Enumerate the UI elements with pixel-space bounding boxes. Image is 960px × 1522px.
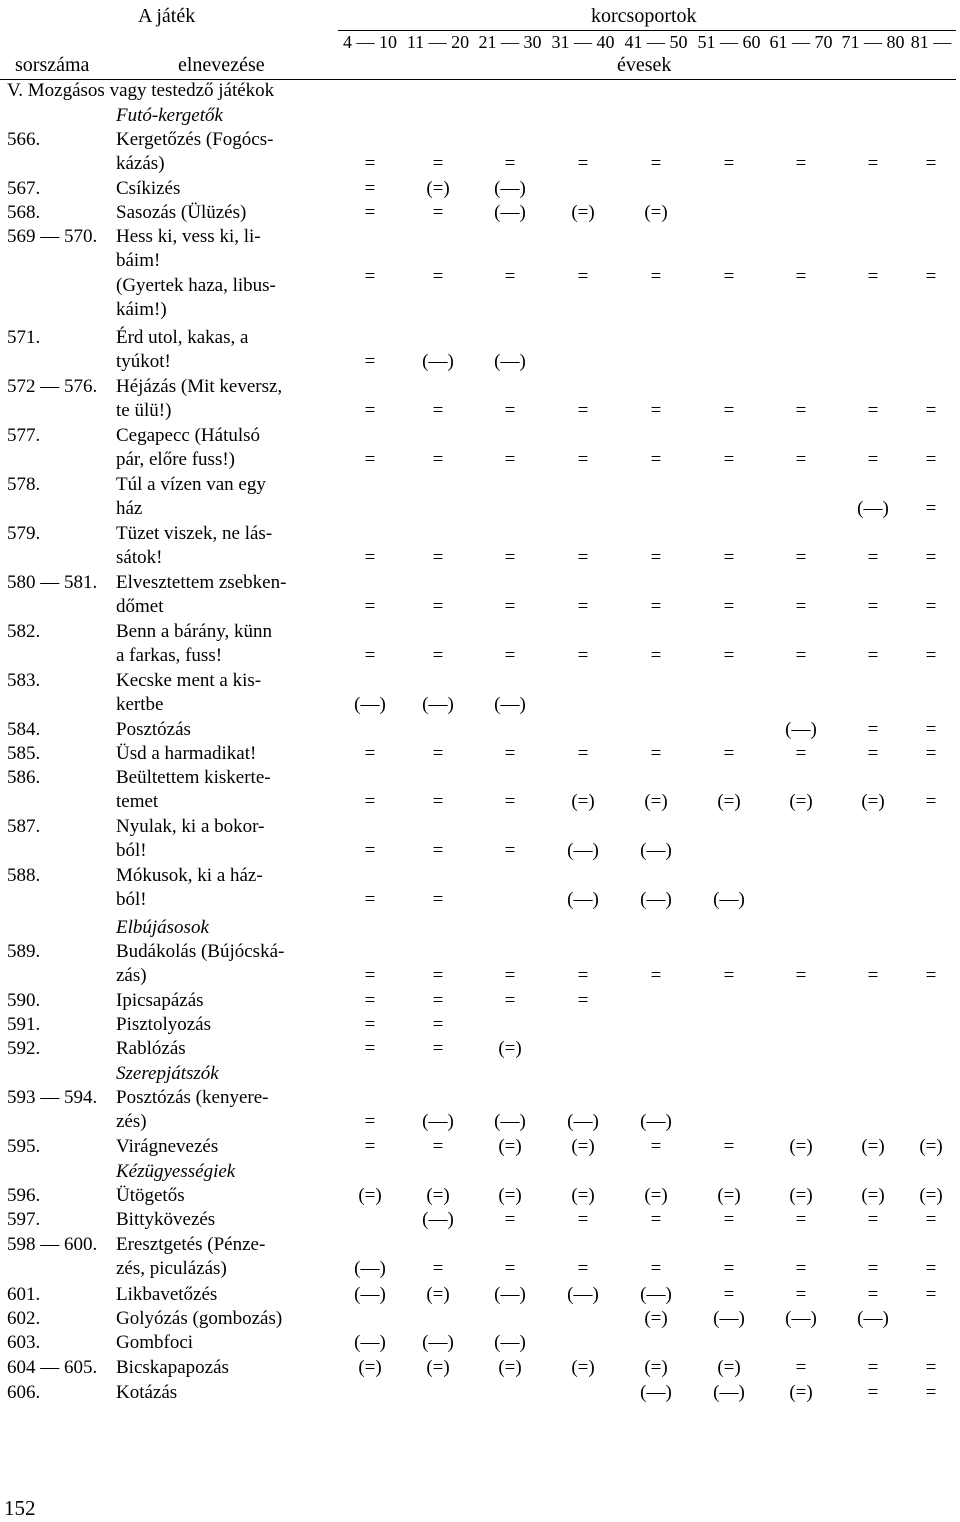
- age-group-value: (=): [358, 1185, 382, 1206]
- age-group-value: =: [432, 266, 444, 287]
- age-group-value: =: [925, 1209, 937, 1230]
- age-group-value: =: [867, 1284, 879, 1305]
- age-group-value: =: [504, 153, 516, 174]
- age-group-value: (=): [426, 178, 450, 199]
- age-group-value: =: [432, 840, 444, 861]
- age-group-value: =: [577, 400, 589, 421]
- age-group-value: (—): [640, 840, 672, 861]
- age-group-value: =: [504, 791, 516, 812]
- game-name-line: Ütögetős: [116, 1185, 185, 1206]
- game-name-line: Bittykövezés: [116, 1209, 216, 1230]
- age-group-value: (—): [640, 1382, 672, 1403]
- age-group-value: =: [364, 1136, 376, 1157]
- age-group-header: 81 —: [910, 32, 952, 52]
- age-group-value: (—): [713, 1308, 745, 1329]
- age-group-value: (=): [571, 1136, 595, 1157]
- age-group-value: (=): [861, 791, 885, 812]
- header-elnevezese: elnevezése: [178, 54, 265, 76]
- age-group-value: (—): [494, 1284, 526, 1305]
- age-group-value: =: [925, 153, 937, 174]
- subsection-elbujasosok: Elbújásosok: [116, 917, 209, 938]
- game-number: 595.: [7, 1136, 41, 1157]
- age-group-value: =: [795, 1209, 807, 1230]
- age-group-value: =: [364, 1014, 376, 1035]
- age-group-value: =: [795, 1357, 807, 1378]
- age-group-value: =: [432, 449, 444, 470]
- game-number: 579.: [7, 523, 41, 544]
- age-group-value: (—): [422, 1111, 454, 1132]
- age-group-value: =: [650, 743, 662, 764]
- game-name-line: Érd utol, kakas, a: [116, 327, 249, 348]
- game-name-line: Benn a bárány, künn: [116, 621, 272, 642]
- age-group-value: (=): [571, 1185, 595, 1206]
- age-group-value: (—): [567, 1111, 599, 1132]
- age-group-value: =: [364, 202, 376, 223]
- age-group-value: (=): [498, 1038, 522, 1059]
- age-group-value: (=): [789, 1185, 813, 1206]
- age-group-value: =: [650, 266, 662, 287]
- age-group-value: (=): [717, 1185, 741, 1206]
- game-name-line: ból!: [116, 840, 147, 861]
- age-group-value: (—): [354, 1258, 386, 1279]
- age-group-value: =: [504, 645, 516, 666]
- game-number: 589.: [7, 941, 41, 962]
- game-name-line: ház: [116, 498, 143, 519]
- age-group-value: =: [925, 743, 937, 764]
- age-group-value: =: [577, 1209, 589, 1230]
- age-group-value: (—): [494, 1332, 526, 1353]
- age-group-value: (=): [498, 1136, 522, 1157]
- age-group-value: =: [504, 266, 516, 287]
- age-group-value: (—): [494, 202, 526, 223]
- age-group-value: =: [504, 596, 516, 617]
- age-group-value: =: [925, 719, 937, 740]
- age-group-value: (—): [494, 351, 526, 372]
- age-group-value: =: [867, 1382, 879, 1403]
- age-group-value: (=): [644, 1308, 668, 1329]
- age-group-value: =: [577, 1258, 589, 1279]
- age-group-value: =: [364, 743, 376, 764]
- game-name-line: Elvesztettem zsebken-: [116, 572, 287, 593]
- age-group-value: (—): [422, 1332, 454, 1353]
- age-group-value: =: [925, 547, 937, 568]
- game-name-line: kertbe: [116, 694, 164, 715]
- age-group-header: 71 — 80: [841, 32, 905, 52]
- age-group-value: =: [723, 645, 735, 666]
- age-group-value: =: [364, 178, 376, 199]
- game-number: 586.: [7, 767, 41, 788]
- game-number: 567.: [7, 178, 41, 199]
- age-group-value: =: [432, 965, 444, 986]
- age-group-value: (=): [789, 1136, 813, 1157]
- age-group-value: =: [432, 743, 444, 764]
- game-number: 577.: [7, 425, 41, 446]
- age-group-value: =: [577, 153, 589, 174]
- age-group-value: =: [577, 266, 589, 287]
- age-group-value: =: [364, 596, 376, 617]
- age-group-value: (—): [354, 694, 386, 715]
- game-name-line: ból!: [116, 889, 147, 910]
- age-group-value: =: [504, 547, 516, 568]
- age-group-value: =: [364, 351, 376, 372]
- age-group-value: =: [867, 965, 879, 986]
- age-group-value: =: [723, 547, 735, 568]
- age-group-value: =: [795, 1258, 807, 1279]
- age-group-value: =: [795, 596, 807, 617]
- game-number: 592.: [7, 1038, 41, 1059]
- age-group-value: (—): [422, 351, 454, 372]
- age-group-value: =: [867, 743, 879, 764]
- age-group-value: =: [364, 791, 376, 812]
- age-group-value: =: [925, 645, 937, 666]
- game-name-line: Posztózás (kenyere-: [116, 1087, 269, 1108]
- age-group-value: =: [795, 266, 807, 287]
- subsection-futo-kergetok: Futó-kergetők: [116, 105, 223, 126]
- age-group-value: (—): [857, 498, 889, 519]
- age-group-value: =: [364, 153, 376, 174]
- age-group-value: =: [504, 1209, 516, 1230]
- age-group-value: (—): [422, 694, 454, 715]
- age-group-value: =: [504, 965, 516, 986]
- age-group-value: (=): [571, 202, 595, 223]
- game-name-line: Eresztgetés (Pénze-: [116, 1234, 266, 1255]
- age-group-header: 11 — 20: [406, 32, 470, 52]
- age-group-value: =: [650, 596, 662, 617]
- game-name-line: zés): [116, 1111, 147, 1132]
- game-name-line: temet: [116, 791, 159, 812]
- age-group-value: (=): [644, 202, 668, 223]
- age-group-value: =: [795, 1284, 807, 1305]
- age-group-value: =: [795, 153, 807, 174]
- age-group-value: =: [723, 743, 735, 764]
- age-group-value: =: [432, 791, 444, 812]
- header-korcsoportok: korcsoportok: [591, 5, 697, 27]
- header-sorszama: sorszáma: [15, 54, 90, 76]
- age-group-value: =: [795, 400, 807, 421]
- game-number: 588.: [7, 865, 41, 886]
- age-group-value: =: [795, 965, 807, 986]
- age-group-value: =: [432, 1136, 444, 1157]
- age-group-value: =: [925, 1284, 937, 1305]
- age-group-value: =: [723, 1136, 735, 1157]
- game-number: 596.: [7, 1185, 41, 1206]
- age-group-value: =: [867, 719, 879, 740]
- age-group-header: 21 — 30: [478, 32, 542, 52]
- age-group-value: =: [795, 449, 807, 470]
- game-name-line: Hess ki, vess ki, li-: [116, 226, 261, 247]
- age-group-value: (—): [713, 1382, 745, 1403]
- game-number: 593 — 594.: [7, 1087, 98, 1108]
- age-group-value: =: [432, 1014, 444, 1035]
- age-group-value: =: [364, 990, 376, 1011]
- age-group-value: (=): [498, 1185, 522, 1206]
- age-group-value: =: [364, 965, 376, 986]
- age-group-value: (—): [494, 1111, 526, 1132]
- game-name-line: zés, piculázás): [116, 1258, 227, 1279]
- age-group-value: (=): [861, 1185, 885, 1206]
- age-group-value: =: [577, 965, 589, 986]
- age-group-header: 31 — 40: [551, 32, 615, 52]
- age-group-value: =: [432, 153, 444, 174]
- age-group-value: =: [504, 1258, 516, 1279]
- age-group-value: =: [650, 965, 662, 986]
- age-group-value: =: [504, 990, 516, 1011]
- age-group-value: =: [867, 1258, 879, 1279]
- game-name-line: Üsd a harmadikat!: [116, 743, 257, 764]
- age-group-value: =: [925, 400, 937, 421]
- age-group-value: =: [650, 1209, 662, 1230]
- age-group-value: =: [723, 400, 735, 421]
- age-group-value: =: [925, 1357, 937, 1378]
- age-group-value: =: [650, 153, 662, 174]
- game-name-line: (Gyertek haza, libus-: [116, 275, 276, 296]
- age-group-value: =: [364, 547, 376, 568]
- age-group-value: (—): [354, 1284, 386, 1305]
- age-group-value: (=): [426, 1357, 450, 1378]
- age-group-value: =: [723, 1258, 735, 1279]
- game-number: 603.: [7, 1332, 41, 1353]
- age-group-value: =: [795, 547, 807, 568]
- game-name-line: sátok!: [116, 547, 163, 568]
- game-name-line: Kergetőzés (Fogócs-: [116, 129, 274, 150]
- age-group-value: =: [504, 449, 516, 470]
- age-group-value: =: [867, 400, 879, 421]
- game-number: 572 — 576.: [7, 376, 98, 397]
- game-name-line: Rablózás: [116, 1038, 186, 1059]
- age-group-value: =: [432, 400, 444, 421]
- age-group-value: (—): [567, 840, 599, 861]
- age-group-value: =: [723, 1209, 735, 1230]
- game-name-line: Budákolás (Bújócská-: [116, 941, 285, 962]
- age-group-value: =: [364, 645, 376, 666]
- age-group-value: =: [432, 990, 444, 1011]
- game-name-line: Tüzet viszek, ne lás-: [116, 523, 273, 544]
- age-group-value: (=): [571, 791, 595, 812]
- game-number: 597.: [7, 1209, 41, 1230]
- age-group-value: (—): [640, 889, 672, 910]
- game-name-line: Ipicsapázás: [116, 990, 204, 1011]
- age-group-value: =: [364, 449, 376, 470]
- age-group-value: (=): [644, 791, 668, 812]
- game-number: 568.: [7, 202, 41, 223]
- age-group-header: 61 — 70: [769, 32, 833, 52]
- age-group-value: (=): [717, 791, 741, 812]
- game-name-line: Sasozás (Ülüzés): [116, 202, 247, 223]
- game-number: 578.: [7, 474, 41, 495]
- age-group-value: =: [432, 547, 444, 568]
- game-name-line: Golyózás (gombozás): [116, 1308, 283, 1329]
- game-name-line: te ülü!): [116, 400, 172, 421]
- age-group-value: =: [867, 449, 879, 470]
- game-name-line: Kecske ment a kis-: [116, 670, 262, 691]
- game-name-line: pár, előre fuss!): [116, 449, 235, 470]
- age-group-value: (—): [567, 889, 599, 910]
- age-group-value: =: [867, 153, 879, 174]
- game-name-line: a farkas, fuss!: [116, 645, 223, 666]
- game-number: 583.: [7, 670, 41, 691]
- age-group-value: (=): [919, 1136, 943, 1157]
- age-group-value: =: [432, 596, 444, 617]
- game-name-line: Héjázás (Mit keversz,: [116, 376, 283, 397]
- age-group-value: =: [577, 547, 589, 568]
- age-group-value: =: [650, 1258, 662, 1279]
- age-group-value: =: [925, 596, 937, 617]
- age-group-value: =: [432, 1258, 444, 1279]
- age-group-value: =: [432, 889, 444, 910]
- game-number: 566.: [7, 129, 41, 150]
- age-group-value: =: [577, 990, 589, 1011]
- age-group-value: (=): [498, 1357, 522, 1378]
- game-number: 598 — 600.: [7, 1234, 98, 1255]
- subsection-szerepjatszok: Szerepjátszók: [116, 1063, 219, 1084]
- age-group-value: =: [867, 645, 879, 666]
- age-group-value: =: [364, 1038, 376, 1059]
- age-group-value: =: [925, 965, 937, 986]
- game-name-line: Mókusok, ki a ház-: [116, 865, 263, 886]
- game-number: 571.: [7, 327, 41, 348]
- age-group-value: =: [925, 498, 937, 519]
- game-number: 582.: [7, 621, 41, 642]
- game-number: 590.: [7, 990, 41, 1011]
- age-group-value: =: [867, 1209, 879, 1230]
- header-evesek: évesek: [617, 54, 672, 76]
- age-group-value: =: [650, 1136, 662, 1157]
- game-number: 606.: [7, 1382, 41, 1403]
- age-group-value: =: [504, 840, 516, 861]
- age-group-value: =: [723, 965, 735, 986]
- age-group-value: =: [504, 400, 516, 421]
- age-group-value: (—): [640, 1284, 672, 1305]
- game-name-line: Túl a vízen van egy: [116, 474, 266, 495]
- game-name-line: Csíkizés: [116, 178, 181, 199]
- subsection-kezugyessegiek: Kézügyességiek: [116, 1161, 236, 1182]
- age-group-value: (—): [713, 889, 745, 910]
- game-name-line: Cegapecc (Hátulsó: [116, 425, 261, 446]
- age-group-value: =: [723, 1284, 735, 1305]
- age-group-value: =: [723, 266, 735, 287]
- age-group-value: =: [364, 840, 376, 861]
- age-group-value: (=): [789, 1382, 813, 1403]
- age-group-value: (—): [494, 694, 526, 715]
- age-group-value: =: [577, 596, 589, 617]
- section-title: V. Mozgásos vagy testedző játékok: [7, 80, 275, 101]
- age-group-value: (—): [567, 1284, 599, 1305]
- age-group-value: (—): [785, 719, 817, 740]
- age-group-value: (=): [644, 1357, 668, 1378]
- age-group-value: =: [795, 743, 807, 764]
- game-name-line: Gombfoci: [116, 1332, 194, 1353]
- age-group-value: =: [432, 202, 444, 223]
- game-number: 580 — 581.: [7, 572, 98, 593]
- game-number: 585.: [7, 743, 41, 764]
- header-game-title: A játék: [138, 5, 196, 27]
- age-group-value: (=): [789, 791, 813, 812]
- age-group-value: =: [577, 743, 589, 764]
- game-name-line: dőmet: [116, 596, 164, 617]
- age-group-value: =: [432, 1038, 444, 1059]
- age-group-value: (=): [717, 1357, 741, 1378]
- age-group-value: (=): [644, 1185, 668, 1206]
- age-group-value: =: [432, 645, 444, 666]
- age-group-value: =: [925, 791, 937, 812]
- game-name-line: Bicskapapozás: [116, 1357, 229, 1378]
- age-group-value: =: [504, 743, 516, 764]
- game-number: 602.: [7, 1308, 41, 1329]
- age-group-value: =: [867, 596, 879, 617]
- age-group-value: (=): [426, 1185, 450, 1206]
- age-group-value: =: [364, 889, 376, 910]
- game-name-line: Virágnevezés: [116, 1136, 219, 1157]
- age-group-value: =: [795, 645, 807, 666]
- age-group-value: (=): [426, 1284, 450, 1305]
- age-group-value: (=): [919, 1185, 943, 1206]
- age-group-value: =: [723, 596, 735, 617]
- age-group-value: =: [650, 645, 662, 666]
- game-number: 569 — 570.: [7, 226, 98, 247]
- age-group-header: 51 — 60: [697, 32, 761, 52]
- age-group-value: (—): [422, 1209, 454, 1230]
- age-group-value: =: [650, 547, 662, 568]
- age-group-value: =: [364, 266, 376, 287]
- game-number: 584.: [7, 719, 41, 740]
- game-name-line: káim!): [116, 299, 167, 320]
- age-group-value: =: [723, 153, 735, 174]
- age-group-value: (—): [785, 1308, 817, 1329]
- age-group-value: (—): [640, 1111, 672, 1132]
- page-number: 152: [4, 1496, 36, 1520]
- age-group-value: =: [364, 400, 376, 421]
- game-name-line: tyúkot!: [116, 351, 171, 372]
- game-name-line: Beültettem kiskerte-: [116, 767, 271, 788]
- game-name-line: Nyulak, ki a bokor-: [116, 816, 265, 837]
- age-group-value: =: [650, 400, 662, 421]
- age-group-value: =: [925, 449, 937, 470]
- age-group-value: =: [650, 449, 662, 470]
- game-number: 604 — 605.: [7, 1357, 98, 1378]
- age-group-value: (=): [571, 1357, 595, 1378]
- game-number: 587.: [7, 816, 41, 837]
- age-group-value: =: [925, 1382, 937, 1403]
- age-group-value: =: [577, 645, 589, 666]
- age-group-value: (=): [861, 1136, 885, 1157]
- game-name-line: kázás): [116, 153, 165, 174]
- age-group-value: (—): [857, 1308, 889, 1329]
- age-group-value: =: [723, 449, 735, 470]
- game-number: 601.: [7, 1284, 41, 1305]
- game-name-line: Likbavetőzés: [116, 1284, 218, 1305]
- age-group-header: 41 — 50: [624, 32, 688, 52]
- age-group-value: =: [925, 1258, 937, 1279]
- age-group-value: =: [577, 449, 589, 470]
- age-group-value: (=): [358, 1357, 382, 1378]
- age-group-value: =: [364, 1111, 376, 1132]
- age-group-value: =: [867, 1357, 879, 1378]
- game-name-line: Posztózás: [116, 719, 191, 740]
- age-group-value: (—): [354, 1332, 386, 1353]
- game-name-line: báim!: [116, 250, 161, 271]
- age-group-value: =: [925, 266, 937, 287]
- game-number: 591.: [7, 1014, 41, 1035]
- game-name-line: zás): [116, 965, 147, 986]
- age-group-value: =: [867, 266, 879, 287]
- game-name-line: Pisztolyozás: [116, 1014, 211, 1035]
- game-name-line: Kotázás: [116, 1382, 178, 1403]
- age-group-header: 4 — 10: [343, 32, 397, 52]
- age-group-value: (—): [494, 178, 526, 199]
- age-group-value: =: [867, 547, 879, 568]
